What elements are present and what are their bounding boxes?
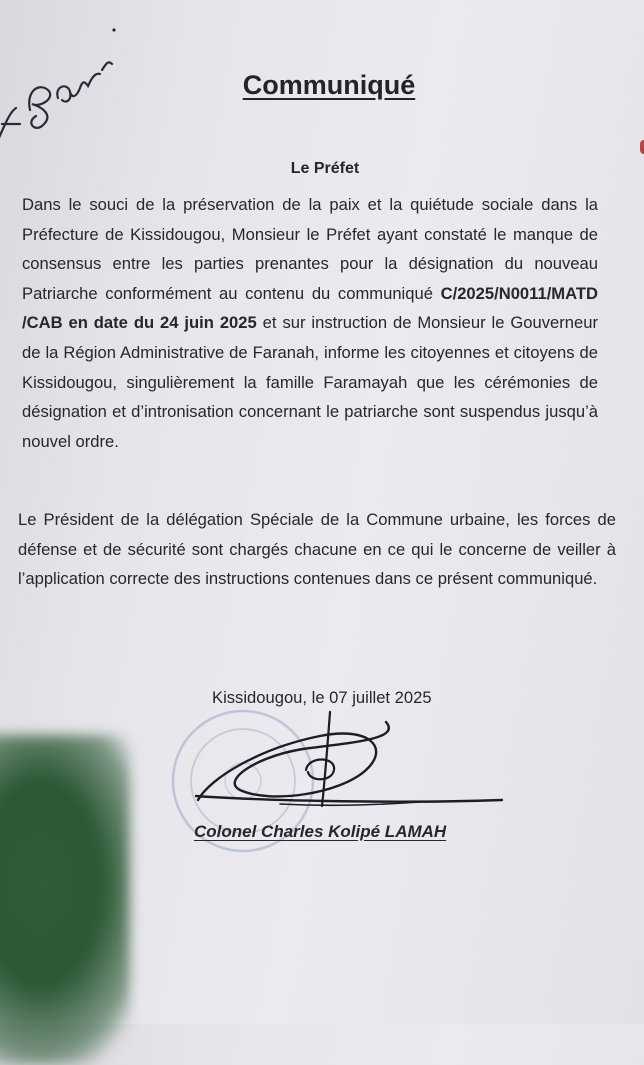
paragraph-instructions: Le Président de la délégation Spéciale de la Commune urbaine, les forces de défense et de sécurité sont chargés chacune en ce qui le concerne de veiller à l’application correcte des instructions contenues dans ce présent communiqué. xyxy=(18,510,616,589)
edge-mark xyxy=(640,140,644,154)
handwritten-signature xyxy=(190,708,510,818)
signatory-name: Colonel Charles Kolipé LAMAH xyxy=(194,822,447,841)
photo-thumb-blur xyxy=(0,735,130,1065)
place-date: Kissidougou, le 07 juillet 2025 xyxy=(212,688,432,707)
document-heading: Le Préfet xyxy=(290,160,360,177)
paragraph-main xyxy=(22,190,598,456)
paragraph-main-text-rest: et sur instruction de Monsieur le Gouverneur de la Région Administrative de Faranah, informe les citoyennes et citoyens de Kissidougou, singulièrement la famille Faramayah que les cérémonies de désignation et d’intronisation concernant le patriarche sont suspendus jusqu’à nouvel ordre. xyxy=(22,313,598,451)
reference-number: C/2025/N0011/MATD /CAB en date du 24 juin 2025 xyxy=(22,283,598,333)
document-title: Communiqué xyxy=(242,70,416,100)
paragraph-main-text-start: Dans le souci de la préservation de la paix et la quiétude sociale dans la Préfecture de Kissidougou, Monsieur le Préfet ayant constaté le manque de consensus entre les parties prenantes pour la désignation du nouveau Patriarche conformément au contenu du communiqué xyxy=(22,195,598,303)
